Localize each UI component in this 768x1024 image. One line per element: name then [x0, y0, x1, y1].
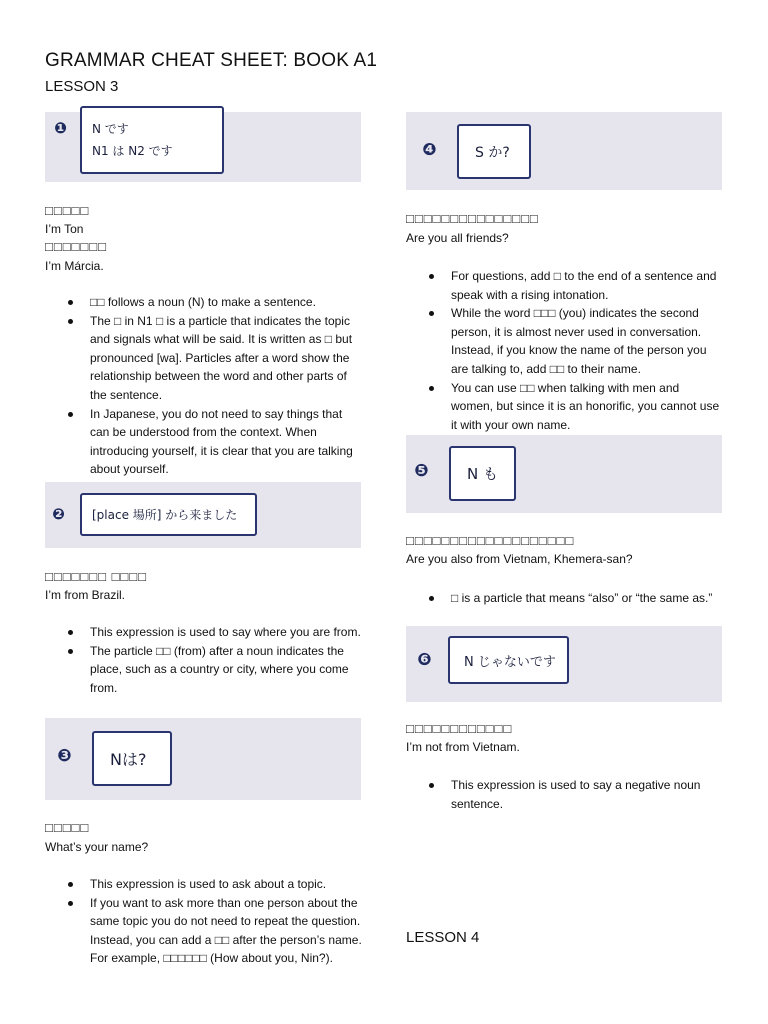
number-badge-5: ❺	[414, 460, 429, 481]
example-3-jp: □□□□□□□ □□□□	[45, 569, 147, 584]
pattern-box-4	[457, 124, 531, 179]
notes-list-5	[406, 589, 723, 608]
grammar-panel-2	[45, 482, 361, 548]
list-item: □ is a particle that means “also” or “the same as.”	[451, 589, 723, 608]
example-7-jp: □□□□□□□□□□□□	[406, 721, 513, 736]
example-2-jp: □□□□□□□	[45, 239, 107, 254]
pattern-label-6: N じゃないです	[464, 654, 556, 670]
pattern-label-2: [place 場所] から来ました	[92, 508, 238, 522]
example-5-en: Are you all friends?	[406, 231, 509, 245]
list-item: This expression is used to say where you are from.	[90, 623, 362, 642]
list-item: For questions, add □ to the end of a sentence and speak with a rising intonation.	[451, 267, 723, 304]
pattern-label-5: N も	[467, 465, 498, 483]
grammar-panel-1	[45, 112, 361, 182]
list-item: You can use □□ when talking with men and women, but since it is an honorific, you cannot use it with your own name.	[451, 379, 723, 435]
notes-list-2	[45, 623, 362, 697]
pattern-line-1: N です	[92, 122, 129, 136]
example-5-jp: □□□□□□□□□□□□□□□	[406, 211, 539, 226]
list-item: This expression is used to ask about a topic.	[90, 875, 362, 894]
grammar-panel-6	[406, 626, 722, 702]
number-badge-3: ❸	[57, 745, 72, 766]
example-4-jp: □□□□□	[45, 820, 90, 835]
number-badge-4: ❹	[422, 139, 437, 160]
list-item: □□ follows a noun (N) to make a sentence.	[90, 293, 362, 312]
page-title: GRAMMAR CHEAT SHEET: BOOK A1	[45, 50, 378, 71]
list-item: In Japanese, you do not need to say things that can be understood from the context. When introducing yourself, it is clear that you are talking about yourself.	[90, 405, 362, 479]
pattern-label-4: S か?	[475, 144, 510, 161]
number-badge-1: ❶	[54, 118, 67, 137]
example-6-jp: □□□□□□□□□□□□□□□□□□□	[406, 533, 575, 548]
pattern-box-6	[448, 636, 569, 684]
pattern-box-5	[449, 446, 516, 501]
notes-list-1	[45, 293, 362, 479]
pattern-box-2	[80, 493, 257, 536]
example-4-en: What’s your name?	[45, 840, 149, 854]
notes-list-3	[45, 875, 362, 968]
example-3-en: I’m from Brazil.	[45, 588, 126, 602]
grammar-panel-3	[45, 718, 361, 800]
pattern-line-2: N1 は N2 です	[92, 144, 173, 158]
notes-list-4	[406, 267, 723, 434]
example-1-en: I’m Ton	[45, 222, 84, 236]
notes-list-6	[406, 776, 723, 813]
list-item: The particle □□ (from) after a noun indicates the place, such as a country or city, where you come from.	[90, 642, 362, 698]
grammar-panel-5	[406, 435, 722, 513]
list-item: This expression is used to say a negative noun sentence.	[451, 776, 723, 813]
pattern-box-3	[92, 731, 172, 786]
example-7-en: I’m not from Vietnam.	[406, 740, 520, 754]
number-badge-2: ❷	[52, 504, 65, 523]
list-item: The □ in N1 □ is a particle that indicates the topic and signals what will be said. It is written as □ but pronounced [wa]. Particles after a word show the relationship between the word and other parts of the sentence.	[90, 312, 362, 405]
list-item: If you want to ask more than one person about the same topic you do not need to repeat the question. Instead, you can add a □□ after the person’s name. For example, □□□□□□ (How about you, Nin?).	[90, 894, 362, 968]
number-badge-6: ❻	[417, 649, 432, 670]
example-6-en: Are you also from Vietnam, Khemera-san?	[406, 552, 633, 566]
lesson-4-heading: LESSON 4	[406, 929, 480, 946]
lesson-3-heading: LESSON 3	[45, 78, 119, 95]
example-2-en: I’m Márcia.	[45, 259, 104, 273]
pattern-label-3: Nは?	[110, 750, 147, 769]
example-1-jp: □□□□□	[45, 203, 90, 218]
pattern-box-1	[80, 106, 224, 174]
grammar-panel-4	[406, 112, 722, 190]
list-item: While the word □□□ (you) indicates the second person, it is almost never used in conversation. Instead, if you know the name of the person you are talking to, add □□ to their name.	[451, 304, 723, 378]
